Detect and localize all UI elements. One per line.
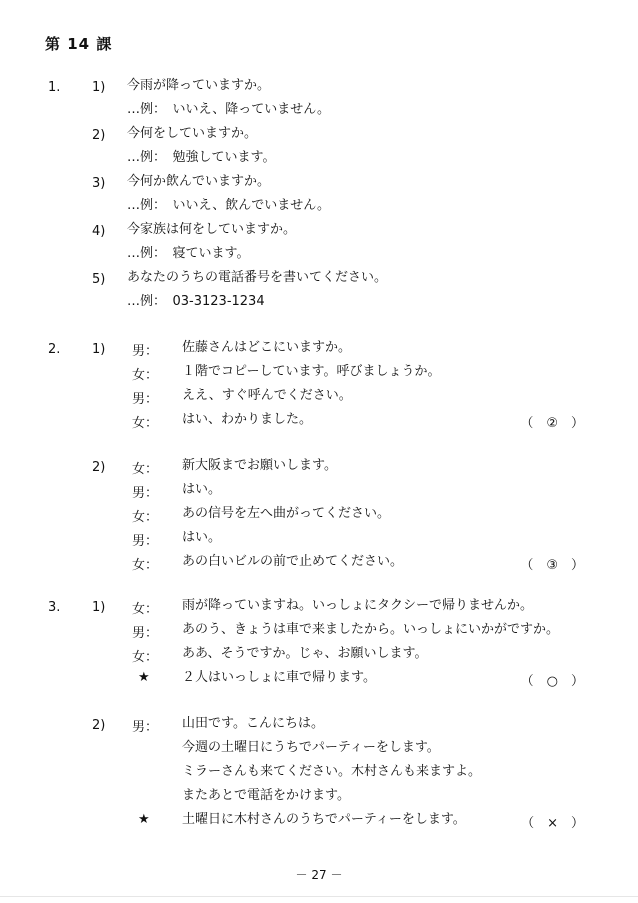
section-1-label: 1. — [48, 80, 61, 95]
s2-d2-speaker-1: 女： — [132, 462, 159, 477]
s2-d1-answer-mark: （ ② ） — [520, 416, 584, 431]
s2-d2-answer-mark: （ ③ ） — [520, 558, 584, 573]
s2-d2-line-3: あの信号を左へ曲がってください。 — [182, 506, 391, 521]
s1-item-4-number: 4) — [92, 224, 106, 239]
s2-d2-speaker-4: 男： — [132, 534, 159, 549]
s2-d2-line-2: はい。 — [182, 482, 222, 497]
s2-d2-speaker-5: 女： — [132, 558, 159, 573]
s3-d1-speaker-3: 女： — [132, 650, 159, 665]
s3-dialog-1-number: 1) — [92, 600, 106, 615]
s2-d1-line-1: 佐藤さんはどこにいますか。 — [182, 340, 352, 355]
s1-item-5-question: あなたのうちの電話番号を書いてください。 — [127, 270, 388, 285]
lesson-title: 第 14 課 — [45, 35, 113, 53]
s1-item-1-question: 今雨が降っていますか。 — [127, 78, 271, 93]
s1-item-3-question: 今何か飲んでいますか。 — [127, 174, 271, 189]
s1-item-5-answer: …例： 03-3123-1234 — [127, 294, 265, 309]
s2-d1-line-3: ええ、すぐ呼んでください。 — [182, 388, 352, 403]
s3-d2-line-2: 今週の土曜日にうちでパーティーをします。 — [182, 740, 440, 755]
s2-d1-speaker-4: 女： — [132, 416, 159, 431]
s3-d1-statement: ２人はいっしょに車で帰ります。 — [182, 670, 376, 685]
s1-item-1-answer: …例： いいえ、降っていません。 — [127, 102, 331, 117]
s3-dialog-2-number: 2) — [92, 718, 106, 733]
s3-d1-speaker-2: 男： — [132, 626, 159, 641]
s2-d2-line-4: はい。 — [182, 530, 222, 545]
s1-item-2-number: 2) — [92, 128, 106, 143]
s1-item-1-number: 1) — [92, 80, 106, 95]
s3-d2-line-4: またあとで電話をかけます。 — [182, 788, 350, 803]
s2-d2-speaker-2: 男： — [132, 486, 159, 501]
s1-item-3-number: 3) — [92, 176, 106, 191]
s2-d2-line-1: 新大阪までお願いします。 — [182, 458, 337, 473]
s1-item-3-answer: …例： いいえ、飲んでいません。 — [127, 198, 331, 213]
s3-d2-answer-mark: （ × ） — [521, 816, 584, 831]
s3-d1-answer-mark: （ ○ ） — [520, 674, 584, 689]
s2-d1-line-4: はい、わかりました。 — [182, 412, 313, 427]
s2-d2-speaker-3: 女： — [132, 510, 159, 525]
s1-item-5-number: 5) — [92, 272, 106, 287]
s1-item-4-answer: …例： 寝ています。 — [127, 246, 250, 261]
section-3-label: 3. — [48, 600, 61, 615]
s2-d2-line-5: あの白いビルの前で止めてください。 — [182, 554, 404, 569]
s2-d1-speaker-2: 女： — [132, 368, 159, 383]
s2-d1-line-2: １階でコピーしています。呼びましょうか。 — [182, 364, 441, 379]
s3-d2-statement: 土曜日に木村さんのうちでパーティーをします。 — [182, 812, 466, 827]
section-2-label: 2. — [48, 342, 61, 357]
s1-item-2-question: 今何をしていますか。 — [127, 126, 258, 141]
s2-dialog-2-number: 2) — [92, 460, 106, 475]
s2-dialog-1-number: 1) — [92, 342, 106, 357]
s3-d2-star-icon: ★ — [138, 812, 150, 827]
s2-d1-speaker-3: 男： — [132, 392, 159, 407]
s3-d1-line-3: ああ、そうですか。じゃ、お願いします。 — [182, 646, 428, 661]
s3-d2-line-1: 山田です。こんにちは。 — [182, 716, 324, 731]
s2-d1-speaker-1: 男： — [132, 344, 159, 359]
s3-d1-speaker-1: 女： — [132, 602, 159, 617]
s3-d1-line-1: 雨が降っていますね。いっしょにタクシーで帰りませんか。 — [182, 598, 534, 613]
s3-d2-speaker-1: 男： — [132, 720, 159, 735]
s1-item-4-question: 今家族は何をしていますか。 — [127, 222, 297, 237]
s3-d1-star-icon: ★ — [138, 670, 150, 685]
s1-item-2-answer: …例： 勉強しています。 — [127, 150, 276, 165]
page-number: － 27 － — [295, 868, 343, 882]
s3-d1-line-2: あのう、きょうは車で来ましたから。いっしょにいかがですか。 — [182, 622, 560, 637]
s3-d2-line-3: ミラーさんも来てください。木村さんも来ますよ。 — [182, 764, 482, 779]
bottom-divider — [0, 896, 638, 897]
